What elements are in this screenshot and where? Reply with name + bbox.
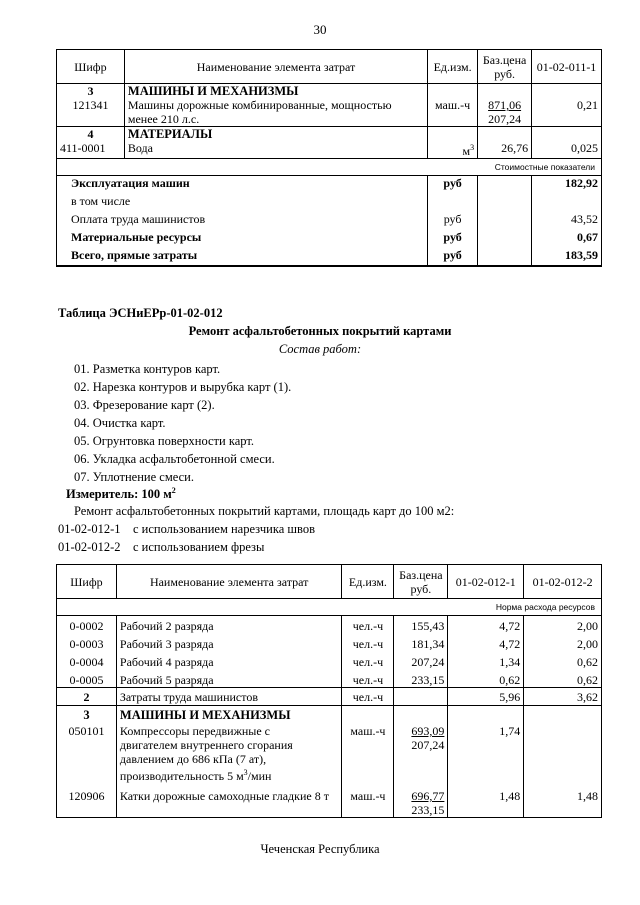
price-cell: 693,09 207,24 bbox=[394, 722, 448, 783]
unit-cell: маш.-ч bbox=[428, 98, 478, 127]
price-cell bbox=[478, 98, 532, 127]
col-header-name: Наименование элемента затрат bbox=[116, 565, 342, 599]
list-item: 07. Уплотнение смеси. bbox=[74, 470, 194, 484]
table-row: 2 Затраты труда машинистов чел.-ч 5,96 3,62 bbox=[57, 688, 602, 706]
cost-caption: Стоимостные показатели bbox=[57, 159, 602, 176]
list-item: 01. Разметка контуров карт. bbox=[74, 362, 221, 376]
section-title: МАШИНЫ И МЕХАНИЗМЫ bbox=[116, 706, 342, 723]
code-cell: 121341 bbox=[57, 98, 125, 127]
cost-table-1 bbox=[56, 49, 602, 267]
page-number: 30 bbox=[313, 22, 327, 37]
table-row: 050101 Компрессоры передвижные с двигателем внутреннего сгорания давлением до 686 кПа (7 ат), производительность 5 $м^3$/мин маш.-ч 693,09 207,24 1,74 bbox=[57, 722, 602, 783]
table-row: 0-0005 Рабочий 5 разряда чел.-ч 233,15 0,62 0,62 bbox=[57, 670, 602, 688]
footer-region: Чеченская Республика bbox=[260, 842, 380, 856]
price-bottom: 207,24 bbox=[488, 112, 522, 126]
name-cell: Компрессоры передвижные с двигателем внутреннего сгорания давлением до 686 кПа (7 ат), производительность 5 $м^3$/мин bbox=[116, 722, 342, 783]
summary-row: Материальные ресурсы руб 0,67 bbox=[57, 230, 602, 248]
col-header-code: Шифр bbox=[57, 565, 117, 599]
table-row: 0-0003 Рабочий 3 разряда чел.-ч 181,34 4,72 2,00 bbox=[57, 634, 602, 652]
col-header-norm-1: 01-02-012-1 bbox=[448, 565, 524, 599]
name-cell: Вода bbox=[124, 141, 427, 159]
col-header-unit: Ед.изм. bbox=[428, 50, 478, 84]
norm-cell: 0,025 bbox=[532, 141, 602, 159]
summary-row: в том числе bbox=[57, 194, 602, 212]
list-item: 04. Очистка карт. bbox=[74, 416, 166, 430]
section-title: МАШИНЫ И МЕХАНИЗМЫ bbox=[124, 84, 427, 99]
table-row: 120906 Катки дорожные самоходные гладкие 8 т маш.-ч 696,77 233,15 1,48 1,48 bbox=[57, 783, 602, 818]
table-row bbox=[57, 141, 602, 159]
code-cell: 411-0001 bbox=[57, 141, 125, 159]
table-row: 0-0002 Рабочий 2 разряда чел.-ч 155,43 4,72 2,00 bbox=[57, 616, 602, 634]
col-header-price: Баз.цена руб. bbox=[394, 565, 448, 599]
list-item: 05. Огрунтовка поверхности карт. bbox=[74, 434, 254, 448]
norm-cell: 0,21 bbox=[532, 98, 602, 127]
summary-row: Эксплуатация машин руб 182,92 bbox=[57, 176, 602, 194]
list-item: 03. Фрезерование карт (2). bbox=[74, 398, 215, 412]
name-cell: Машины дорожные комбинированные, мощностью менее 210 л.с. bbox=[124, 98, 427, 127]
col-header-norm-2: 01-02-012-2 bbox=[524, 565, 602, 599]
col-header-norm: 01-02-011-1 bbox=[532, 50, 602, 84]
table-row: 3 МАШИНЫ И МЕХАНИЗМЫ bbox=[57, 706, 602, 723]
price-top: 871,06 bbox=[488, 98, 522, 112]
unit-cell: $м^3$ bbox=[428, 141, 478, 159]
price-cell: 26,76 bbox=[478, 141, 532, 159]
col-header-code: Шифр bbox=[57, 50, 125, 84]
list-item: 02. Нарезка контуров и вырубка карт (1). bbox=[74, 380, 292, 394]
variant-2: 01-02-012-2 с использованием фрезы bbox=[58, 540, 265, 554]
section-number: 4 bbox=[57, 127, 125, 142]
works-title: Состав работ: bbox=[278, 342, 362, 356]
description: Ремонт асфальтобетонных покрытий картами, площадь карт до 100 м2: bbox=[74, 504, 455, 518]
table-title: Таблица ЭСНиЕРр-01-02-012 bbox=[58, 306, 223, 320]
norm-caption: Норма расхода ресурсов bbox=[57, 599, 602, 616]
works-list bbox=[74, 360, 291, 486]
list-item: 06. Укладка асфальтобетонной смеси. bbox=[74, 452, 275, 466]
table-row bbox=[57, 84, 602, 99]
col-header-name: Наименование элемента затрат bbox=[124, 50, 427, 84]
table-row bbox=[57, 98, 602, 127]
cost-table-2 bbox=[56, 564, 602, 818]
table-row bbox=[57, 127, 602, 142]
section-title: МАТЕРИАЛЫ bbox=[124, 127, 427, 142]
table-subtitle: Ремонт асфальтобетонных покрытий картами bbox=[188, 324, 452, 338]
price-cell: 696,77 233,15 bbox=[394, 783, 448, 818]
variant-1: 01-02-012-1 с использованием нарезчика швов bbox=[58, 522, 315, 536]
measure-unit: Измеритель: 100 $м^2$ bbox=[66, 486, 176, 502]
section-number: 3 bbox=[57, 84, 125, 99]
summary-row: Всего, прямые затраты руб 183,59 bbox=[57, 248, 602, 266]
col-header-price: Баз.цена руб. bbox=[478, 50, 532, 84]
col-header-unit: Ед.изм. bbox=[342, 565, 394, 599]
table-row: 0-0004 Рабочий 4 разряда чел.-ч 207,24 1,34 0,62 bbox=[57, 652, 602, 670]
summary-row: Оплата труда машинистов руб 43,52 bbox=[57, 212, 602, 230]
